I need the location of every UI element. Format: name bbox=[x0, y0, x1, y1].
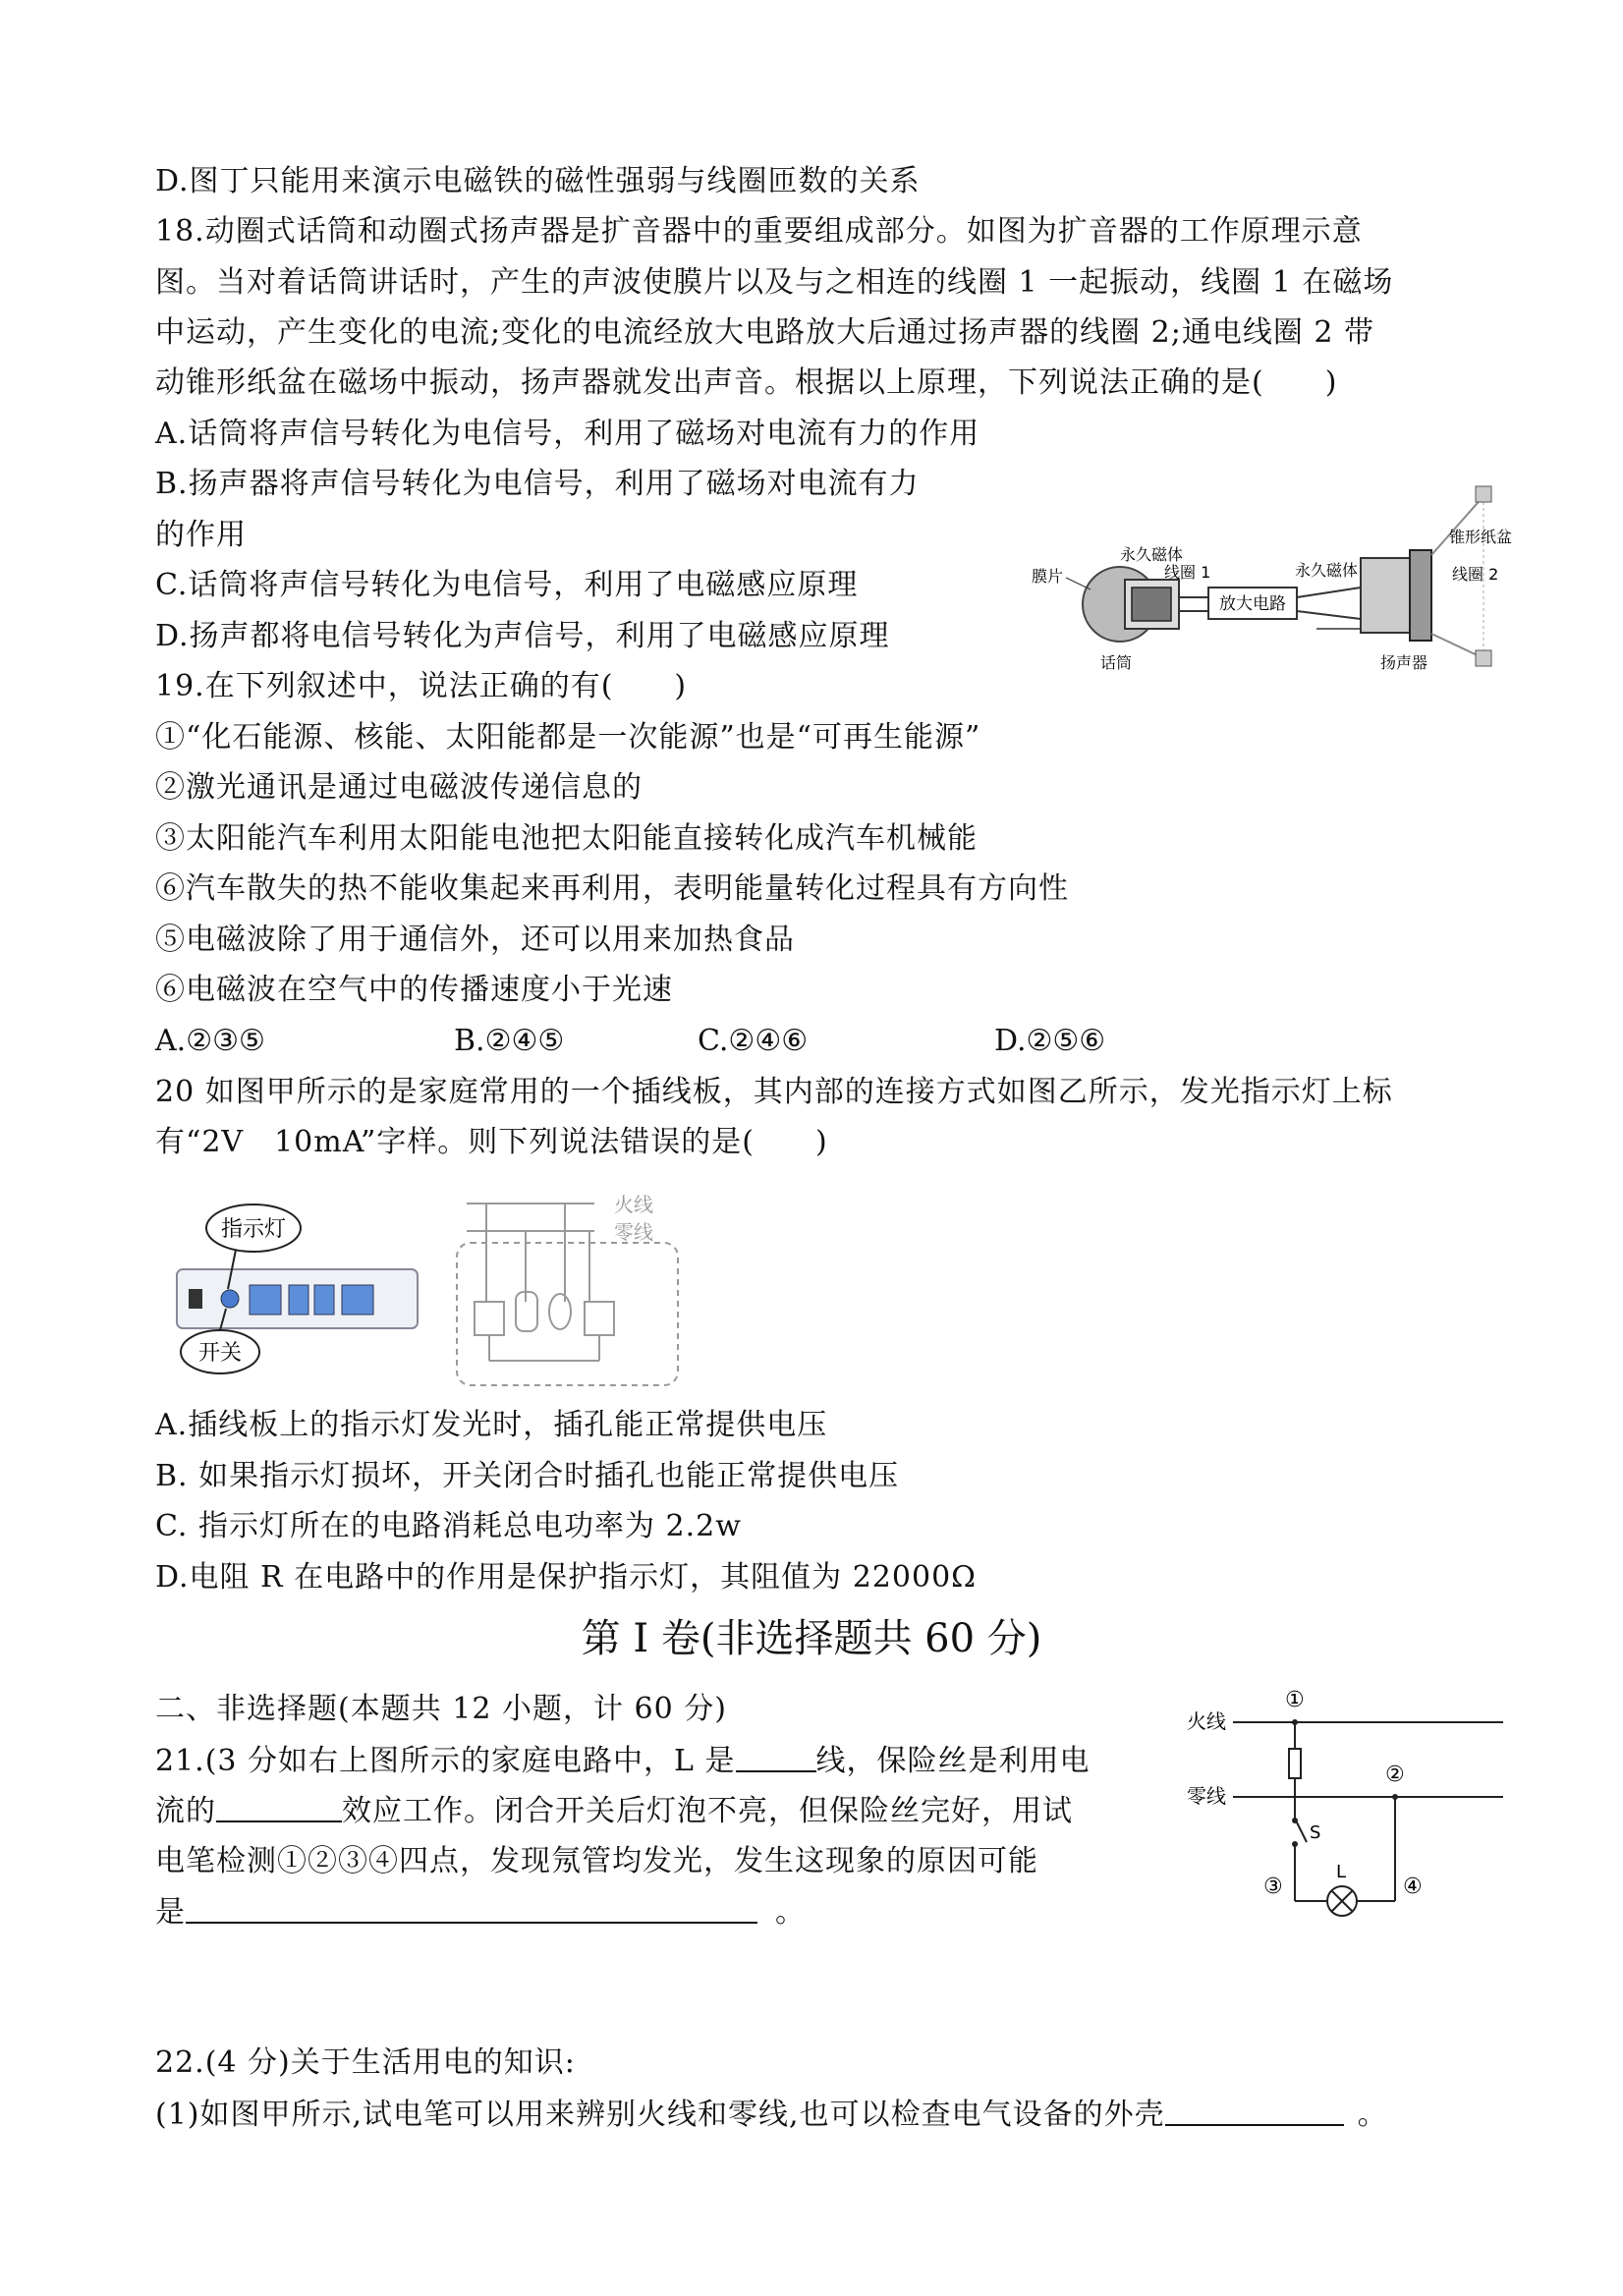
amplifier-diagram bbox=[1022, 481, 1542, 688]
q22-text-1a: (1)如图甲所示,试电笔可以用来辨别火线和零线,也可以检查电气设备的外壳 bbox=[155, 2098, 1165, 2132]
q18-option-d: D.扬声都将电信号转化为声信号，利用了电磁感应原理 bbox=[155, 619, 890, 653]
neutral-label: 零线 bbox=[614, 1220, 653, 1244]
q19-item-5: ⑤电磁波除了用于通信外，还可以用来加热食品 bbox=[155, 923, 795, 957]
q18-stem-3: 中运动，产生变化的电流;变化的电流经放大电路放大后通过扬声器的线圈 2;通电线圈 2 带 bbox=[155, 315, 1374, 350]
q19-item-2: ②激光通讯是通过电磁波传递信息的 bbox=[155, 770, 643, 805]
amp-label: 放大电路 bbox=[1219, 594, 1286, 614]
q18-option-c: C.话筒将声信号转化为电信号，利用了电磁感应原理 bbox=[155, 568, 859, 602]
q21-text-4b: 。 bbox=[775, 1895, 806, 1930]
q18-option-a: A.话筒将声信号转化为电信号，利用了磁场对电流有力的作用 bbox=[155, 417, 980, 451]
circuit-live-label: 火线 bbox=[1187, 1709, 1226, 1733]
q22-text-1b: 。 bbox=[1357, 2098, 1388, 2132]
q21-line-2 bbox=[155, 1791, 1073, 1831]
section-2-heading: 二、非选择题(本题共 12 小题，计 60 分) bbox=[155, 1692, 727, 1726]
q21-blank-2[interactable] bbox=[216, 1791, 342, 1822]
membrane-label: 膜片 bbox=[1032, 567, 1064, 586]
q22-stem: 22.(4 分)关于生活用电的知识: bbox=[155, 2045, 576, 2080]
mic-label: 话筒 bbox=[1100, 653, 1133, 672]
q19-stem: 19.在下列叙述中，说法正确的有( ) bbox=[155, 669, 688, 703]
indicator-callout: 指示灯 bbox=[220, 1217, 287, 1242]
point-2-label: ② bbox=[1385, 1763, 1405, 1787]
switch-callout: 开关 bbox=[197, 1341, 243, 1366]
q19-item-6: ⑥电磁波在空气中的传播速度小于光速 bbox=[155, 973, 673, 1007]
point-3-label: ③ bbox=[1263, 1875, 1283, 1899]
q21-line-4 bbox=[155, 1892, 806, 1932]
fuse bbox=[1289, 1749, 1301, 1778]
q19-item-4: ⑥汽车散失的热不能收集起来再利用，表明能量转化过程具有方向性 bbox=[155, 871, 1069, 906]
switch-label: S bbox=[1310, 1822, 1321, 1843]
coil2-label: 线圈 2 bbox=[1452, 565, 1499, 584]
section-title: 第 I 卷(非选择题共 60 分) bbox=[581, 1616, 1042, 1661]
power-strip-figure bbox=[167, 1199, 432, 1375]
q18-option-b-cont: 的作用 bbox=[155, 518, 247, 552]
q21-text-1a: 21.(3 分如右上图所示的家庭电路中，L 是 bbox=[155, 1744, 736, 1778]
circuit-neutral-label: 零线 bbox=[1187, 1784, 1226, 1808]
q19-item-3: ③太阳能汽车利用太阳能电池把太阳能直接转化成汽车机械能 bbox=[155, 821, 978, 856]
power-strip-wiring bbox=[447, 1184, 688, 1390]
q20-option-d: D.电阻 R 在电路中的作用是保护指示灯，其阻值为 22000Ω bbox=[155, 1560, 978, 1595]
q22-item-1 bbox=[155, 2095, 1388, 2135]
q21-blank-3[interactable] bbox=[186, 1892, 757, 1924]
q20-option-c: C. 指示灯所在的电路消耗总电功率为 2.2w bbox=[155, 1509, 742, 1543]
point-1-label: ① bbox=[1285, 1688, 1305, 1712]
q18-stem-1: 18.动圈式话筒和动圈式扬声器是扩音器中的重要组成部分。如图为扩音器的工作原理示意 bbox=[155, 214, 1363, 249]
option-d-prev: D.图丁只能用来演示电磁铁的磁性强弱与线圈匝数的关系 bbox=[155, 164, 921, 198]
q21-text-1b: 线，保险丝是利用电 bbox=[815, 1744, 1091, 1778]
q20-option-a: A.插线板上的指示灯发光时，插孔能正常提供电压 bbox=[155, 1408, 828, 1442]
q21-blank-1[interactable] bbox=[736, 1741, 816, 1772]
q19-option-a: A.②③⑤ bbox=[155, 1024, 265, 1058]
speaker-label: 扬声器 bbox=[1380, 653, 1428, 672]
q19-item-1: ①“化石能源、核能、太阳能都是一次能源”也是“可再生能源” bbox=[155, 720, 981, 755]
q21-text-2a: 流的 bbox=[155, 1794, 216, 1828]
q21-line-3: 电笔检测①②③④四点，发现氖管均发光，发生这现象的原因可能 bbox=[155, 1844, 1038, 1878]
q18-option-b: B.扬声器将声信号转化为电信号，利用了磁场对电流有力 bbox=[155, 467, 920, 501]
coil1-label: 线圈 1 bbox=[1164, 563, 1211, 582]
q18-stem-2: 图。当对着话筒讲话时，产生的声波使膜片以及与之相连的线圈 1 一起振动，线圈 1 在磁场 bbox=[155, 265, 1394, 300]
speaker-magnet-shape bbox=[1361, 558, 1415, 633]
household-circuit-diagram bbox=[1179, 1685, 1513, 1921]
magnet1-label: 永久磁体 bbox=[1120, 545, 1184, 564]
q20-stem-1: 20 如图甲所示的是家庭常用的一个插线板，其内部的连接方式如图乙所示，发光指示灯上标 bbox=[155, 1075, 1393, 1109]
q19-option-d: D.②⑤⑥ bbox=[994, 1024, 1106, 1058]
q21-text-2b: 效应工作。闭合开关后灯泡不亮，但保险丝完好，用试 bbox=[342, 1794, 1073, 1828]
q22-blank-1[interactable] bbox=[1165, 2095, 1344, 2126]
q18-stem-4: 动锥形纸盆在磁场中振动，扬声器就发出声音。根据以上原理，下列说法正确的是( ) bbox=[155, 365, 1338, 400]
indicator-light bbox=[221, 1290, 239, 1308]
cone-label: 锥形纸盆 bbox=[1449, 528, 1513, 546]
point-4-label: ④ bbox=[1403, 1875, 1423, 1899]
q20-stem-2: 有“2V 10mA”字样。则下列说法错误的是( ) bbox=[155, 1125, 828, 1159]
q19-option-c: C.②④⑥ bbox=[698, 1024, 809, 1058]
lamp-label: L bbox=[1336, 1862, 1347, 1882]
live-label: 火线 bbox=[614, 1193, 653, 1216]
q19-option-b: B.②④⑤ bbox=[454, 1024, 565, 1058]
magnet2-label: 永久磁体 bbox=[1295, 561, 1359, 580]
q21-text-4a: 是 bbox=[155, 1895, 186, 1930]
q21-line-1 bbox=[155, 1741, 1091, 1781]
q20-option-b: B. 如果指示灯损坏，开关闭合时插孔也能正常提供电压 bbox=[155, 1459, 900, 1493]
